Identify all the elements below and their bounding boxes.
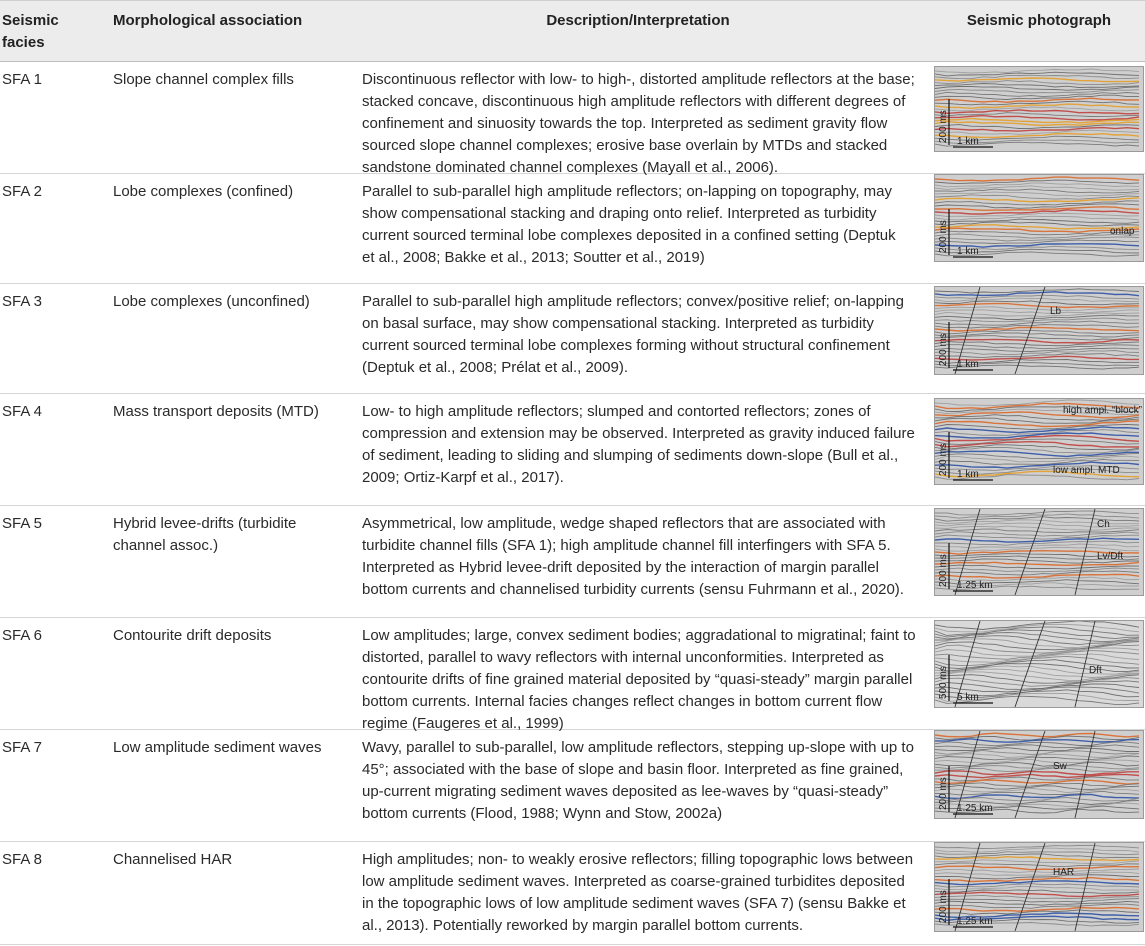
vertical-scale-label: 500 ms bbox=[938, 666, 949, 699]
association-cell: Lobe complexes (unconfined) bbox=[113, 293, 310, 310]
description-line: show compensational stacking and draping onto relief. Interpreted as turbidity bbox=[362, 205, 877, 222]
seismic-photograph bbox=[934, 842, 1144, 932]
seismic-image bbox=[935, 399, 1143, 484]
seismic-photograph bbox=[934, 66, 1144, 152]
table-row bbox=[0, 62, 1145, 174]
seismic-image bbox=[935, 287, 1143, 374]
horizontal-scale-label: 1.25 km bbox=[957, 803, 993, 814]
seismic-photograph bbox=[934, 730, 1144, 819]
table-row bbox=[0, 506, 1145, 618]
description-line: Low- to high amplitude reflectors; slumped and contorted reflectors; zones of bbox=[362, 403, 871, 420]
photo-annotation: high ampl. “block” bbox=[1063, 405, 1142, 416]
horizontal-scale-label: 5 km bbox=[957, 692, 979, 703]
horizontal-scale-label: 1.25 km bbox=[957, 916, 993, 927]
description-line: Parallel to sub-parallel high amplitude reflectors; on-lapping on topography, may bbox=[362, 183, 893, 200]
association-cell: Contourite drift deposits bbox=[113, 627, 272, 644]
facies-cell: SFA 6 bbox=[2, 627, 43, 644]
description-line: up-current migrating sediment waves deposited as lee-waves by “quasi-steady” bbox=[362, 783, 889, 800]
header-morphological-association: Morphological association bbox=[113, 12, 303, 29]
association-cell: Low amplitude sediment waves bbox=[113, 739, 322, 756]
facies-cell: SFA 8 bbox=[2, 851, 43, 868]
photo-annotation: Ch bbox=[1097, 519, 1110, 530]
photo-annotation: Lv/Dft bbox=[1097, 551, 1124, 562]
description-line: current sourced terminal lobe complexes forming without structural confinement bbox=[362, 337, 890, 354]
seismic-image bbox=[935, 509, 1143, 595]
description-line: 45°; associated with the base of slope and basin floor. Interpreted as fine grained, bbox=[362, 761, 904, 778]
description-line: bottom currents. Internal facies changes reflect changes in bottom current flow bbox=[362, 693, 883, 710]
facies-cell: SFA 2 bbox=[2, 183, 43, 200]
description-cell bbox=[362, 181, 922, 269]
table-row bbox=[0, 394, 1145, 506]
description-line: of sediment, leading to sliding and slumping of sediments down-slope (Bull et al., bbox=[362, 447, 899, 464]
seismic-photograph bbox=[934, 508, 1144, 596]
description-line: current sourced terminal lobe complexes deposited in a confined setting (Deptuk bbox=[362, 227, 896, 244]
vertical-scale-label: 200 ms bbox=[938, 554, 949, 587]
description-line: on basal surface, may show compensational stacking. Interpreted as turbidity bbox=[362, 315, 874, 332]
table-row bbox=[0, 284, 1145, 394]
description-line: sandstone dominated channel complexes (Mayall et al., 2006). bbox=[362, 159, 779, 176]
photo-annotation: low ampl. MTD bbox=[1053, 465, 1120, 476]
association-cell: Hybrid levee-drifts (turbidite channel assoc.) bbox=[113, 515, 297, 554]
description-line: Interpreted as Hybrid levee-drift deposited by the interaction of margin parallel bbox=[362, 559, 879, 576]
description-line: bottom currents and channelised turbidity currents (sensu Fuhrmann et al., 2020). bbox=[362, 581, 904, 598]
table-row bbox=[0, 730, 1145, 842]
description-cell bbox=[362, 625, 922, 735]
description-line: compression and extension may be observed. Interpreted as gravity induced failure bbox=[362, 425, 915, 442]
description-line: distorted, parallel to wavy reflectors with internal unconformities. Interpreted as bbox=[362, 649, 884, 666]
description-cell bbox=[362, 737, 922, 825]
horizontal-scale-label: 1.25 km bbox=[957, 580, 993, 591]
association-cell: Lobe complexes (confined) bbox=[113, 183, 294, 200]
vertical-scale-label: 200 ms bbox=[938, 443, 949, 476]
facies-cell: SFA 5 bbox=[2, 515, 43, 532]
facies-cell: SFA 1 bbox=[2, 71, 43, 88]
description-cell bbox=[362, 849, 922, 937]
vertical-scale-label: 200 ms bbox=[938, 890, 949, 923]
description-line: (Deptuk et al., 2008; Prélat et al., 2009). bbox=[362, 359, 628, 376]
description-line: 2009; Ortiz-Karpf et al., 2017). bbox=[362, 469, 564, 486]
description-cell bbox=[362, 69, 922, 179]
photo-annotation: Sw bbox=[1053, 761, 1067, 772]
horizontal-scale-label: 1 km bbox=[957, 469, 979, 480]
description-line: et al., 2008; Bakke et al., 2013; Soutter et al., 2019) bbox=[362, 249, 705, 266]
description-line: turbidite channel fills (SFA 1); high amplitude channel fill interfingers with SFA 5. bbox=[362, 537, 891, 554]
description-line: al., 2013). Potentially reworked by margin parallel bottom currents. bbox=[362, 917, 804, 934]
facies-cell: SFA 7 bbox=[2, 739, 43, 756]
table-row bbox=[0, 618, 1145, 730]
horizontal-scale-label: 1 km bbox=[957, 246, 979, 257]
vertical-scale-label: 200 ms bbox=[938, 777, 949, 810]
seismic-image bbox=[935, 175, 1143, 261]
description-line: confinement and sinuosity towards the top. Interpreted as sediment gravity flow bbox=[362, 115, 888, 132]
photo-annotation: Dft bbox=[1089, 665, 1102, 676]
description-line: stacked concave, discontinuous high amplitude reflectors with different degrees of bbox=[362, 93, 906, 110]
table-row bbox=[0, 842, 1145, 945]
photo-annotation: HAR bbox=[1053, 867, 1075, 878]
horizontal-scale-label: 1 km bbox=[957, 359, 979, 370]
seismic-photograph bbox=[934, 174, 1144, 262]
table-header bbox=[0, 0, 1145, 62]
description-cell bbox=[362, 401, 922, 489]
description-line: Asymmetrical, low amplitude, wedge shaped reflectors that are associated with bbox=[362, 515, 886, 532]
association-cell: Slope channel complex fills bbox=[113, 71, 294, 88]
seismic-image bbox=[935, 731, 1143, 818]
seismic-image bbox=[935, 621, 1143, 707]
description-cell bbox=[362, 513, 922, 601]
seismic-image bbox=[935, 843, 1143, 931]
header-seismic-facies: Seismic facies bbox=[2, 12, 59, 51]
description-line: sourced slope channel complexes; erosive base overlain by MTDs and stacked bbox=[362, 137, 888, 154]
photo-annotation: onlap bbox=[1110, 226, 1135, 237]
description-line: Parallel to sub-parallel high amplitude reflectors; convex/positive relief; on-lapping bbox=[362, 293, 904, 310]
photo-annotation: Lb bbox=[1050, 306, 1062, 317]
description-cell bbox=[362, 291, 922, 379]
seismic-photograph bbox=[934, 286, 1144, 375]
facies-cell: SFA 4 bbox=[2, 403, 43, 420]
description-line: in the topographic lows of low amplitude sediment waves (SFA 7) (sensu Bakke et bbox=[362, 895, 906, 912]
seismic-photograph bbox=[934, 398, 1144, 485]
description-line: bottom currents (Flood, 1988; Wynn and Stow, 2002a) bbox=[362, 805, 723, 822]
header-seismic-photograph: Seismic photograph bbox=[966, 12, 1112, 29]
vertical-scale-label: 200 ms bbox=[938, 220, 949, 253]
table-row bbox=[0, 174, 1145, 284]
description-line: regime (Faugeres et al., 1999) bbox=[362, 715, 564, 732]
association-cell: Channelised HAR bbox=[113, 851, 233, 868]
description-line: low amplitude sediment waves. Interpreted as coarse-grained turbidites deposited bbox=[362, 873, 905, 890]
description-line: contourite drifts of fine grained material deposited by “quasi-steady” margin parallel bbox=[362, 671, 913, 688]
horizontal-scale-label: 1 km bbox=[957, 136, 979, 147]
seismic-image bbox=[935, 67, 1143, 151]
description-line: Discontinuous reflector with low- to high-, distorted amplitude reflectors at the base; bbox=[362, 71, 915, 88]
description-line: Low amplitudes; large, convex sediment bodies; aggradational to migratinal; faint to bbox=[362, 627, 916, 644]
association-cell: Mass transport deposits (MTD) bbox=[113, 403, 319, 420]
facies-cell: SFA 3 bbox=[2, 293, 43, 310]
vertical-scale-label: 200 ms bbox=[938, 333, 949, 366]
seismic-photograph bbox=[934, 620, 1144, 708]
description-line: High amplitudes; non- to weakly erosive reflectors; filling topographic lows between bbox=[362, 851, 914, 868]
vertical-scale-label: 200 ms bbox=[938, 110, 949, 143]
description-line: Wavy, parallel to sub-parallel, low amplitude reflectors, stepping up-slope with up to bbox=[362, 739, 914, 756]
header-description: Description/Interpretation bbox=[546, 12, 730, 29]
